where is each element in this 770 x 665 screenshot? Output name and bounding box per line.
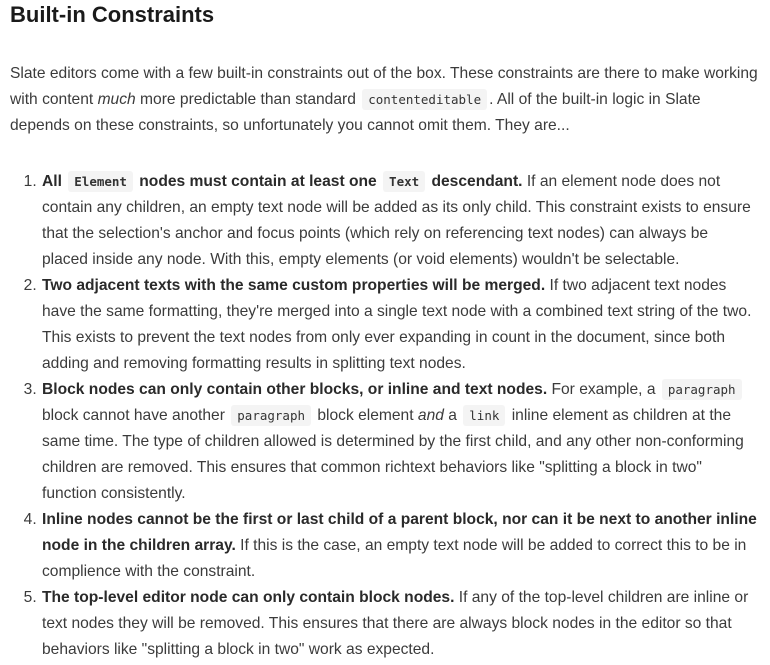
- constraint-5-body: If any of the top-level children are inline or text nodes they will be removed. This ensures that there are always block nodes in the editor so that behaviors like "splitting a block in two" work as expected.: [42, 589, 749, 658]
- constraint-item-3: 3. Block nodes can only contain other blocks, or inline and text nodes. For example, a paragraph block cannot have another paragraph block element and a link inline element as children at the same time. The type of children allowed is determined by the first child, and any other non-conforming children are removed. This ensures that common richtext behaviors like "splitting a block in two" function consistently.: [41, 377, 758, 507]
- intro-text-2: more predictable than standard: [135, 91, 361, 108]
- constraint-3-emphasis: and: [417, 407, 444, 424]
- page-title: Built-in Constraints: [10, 2, 215, 27]
- constraint-4-heading: Inline nodes cannot be the first or last child of a parent block, nor can it be next to another inline node in the children array.: [42, 511, 757, 554]
- constraints-list: [10, 169, 758, 663]
- constraint-1-heading: All Element nodes must contain at least one Text descendant.: [42, 173, 523, 190]
- inline-code-contenteditable: contenteditable: [362, 89, 487, 110]
- inline-code-element: Element: [68, 171, 133, 192]
- inline-code-text: Text: [383, 171, 425, 192]
- intro-emphasis: much: [97, 91, 136, 108]
- inline-code-paragraph: paragraph: [662, 379, 742, 400]
- constraint-item-1: [41, 169, 758, 273]
- inline-code-link: link: [463, 405, 505, 426]
- intro-text-3: . All of the built-in logic in Slate depends on these constraints, so unfortunately you cannot omit them. They are...: [10, 91, 701, 134]
- intro-paragraph: [10, 61, 758, 139]
- constraint-3-heading: Block nodes can only contain other blocks, or inline and text nodes.: [42, 381, 548, 398]
- constraint-2-heading: Two adjacent texts with the same custom properties will be merged.: [42, 277, 546, 294]
- constraint-item-5: [41, 585, 758, 663]
- intro-text-1: Slate editors come with a few built-in constraints out of the box. These constraints are there to make working with content: [10, 65, 758, 108]
- constraint-item-2: [41, 273, 758, 377]
- constraint-5-heading: The top-level editor node can only contain block nodes.: [42, 589, 455, 606]
- constraint-item-4: [41, 507, 758, 585]
- constraint-4-body: If this is the case, an empty text node will be added to correct this to be in complience with the constraint.: [42, 537, 747, 580]
- inline-code-paragraph-2: paragraph: [231, 405, 311, 426]
- constraint-2-body: If two adjacent text nodes have the same formatting, they're merged into a single text node with a combined text string of the two. This exists to prevent the text nodes from only ever expanding in count in the document, since both adding and removing formatting results in splitting text nodes.: [42, 277, 752, 372]
- constraint-1-body: If an element node does not contain any children, an empty text node will be added as its only child. This constraint exists to ensure that the selection's anchor and focus points (which rely on referencing text nodes) can always be placed inside any node. With this, empty elements (or void elements) wouldn't be selectable.: [42, 173, 751, 268]
